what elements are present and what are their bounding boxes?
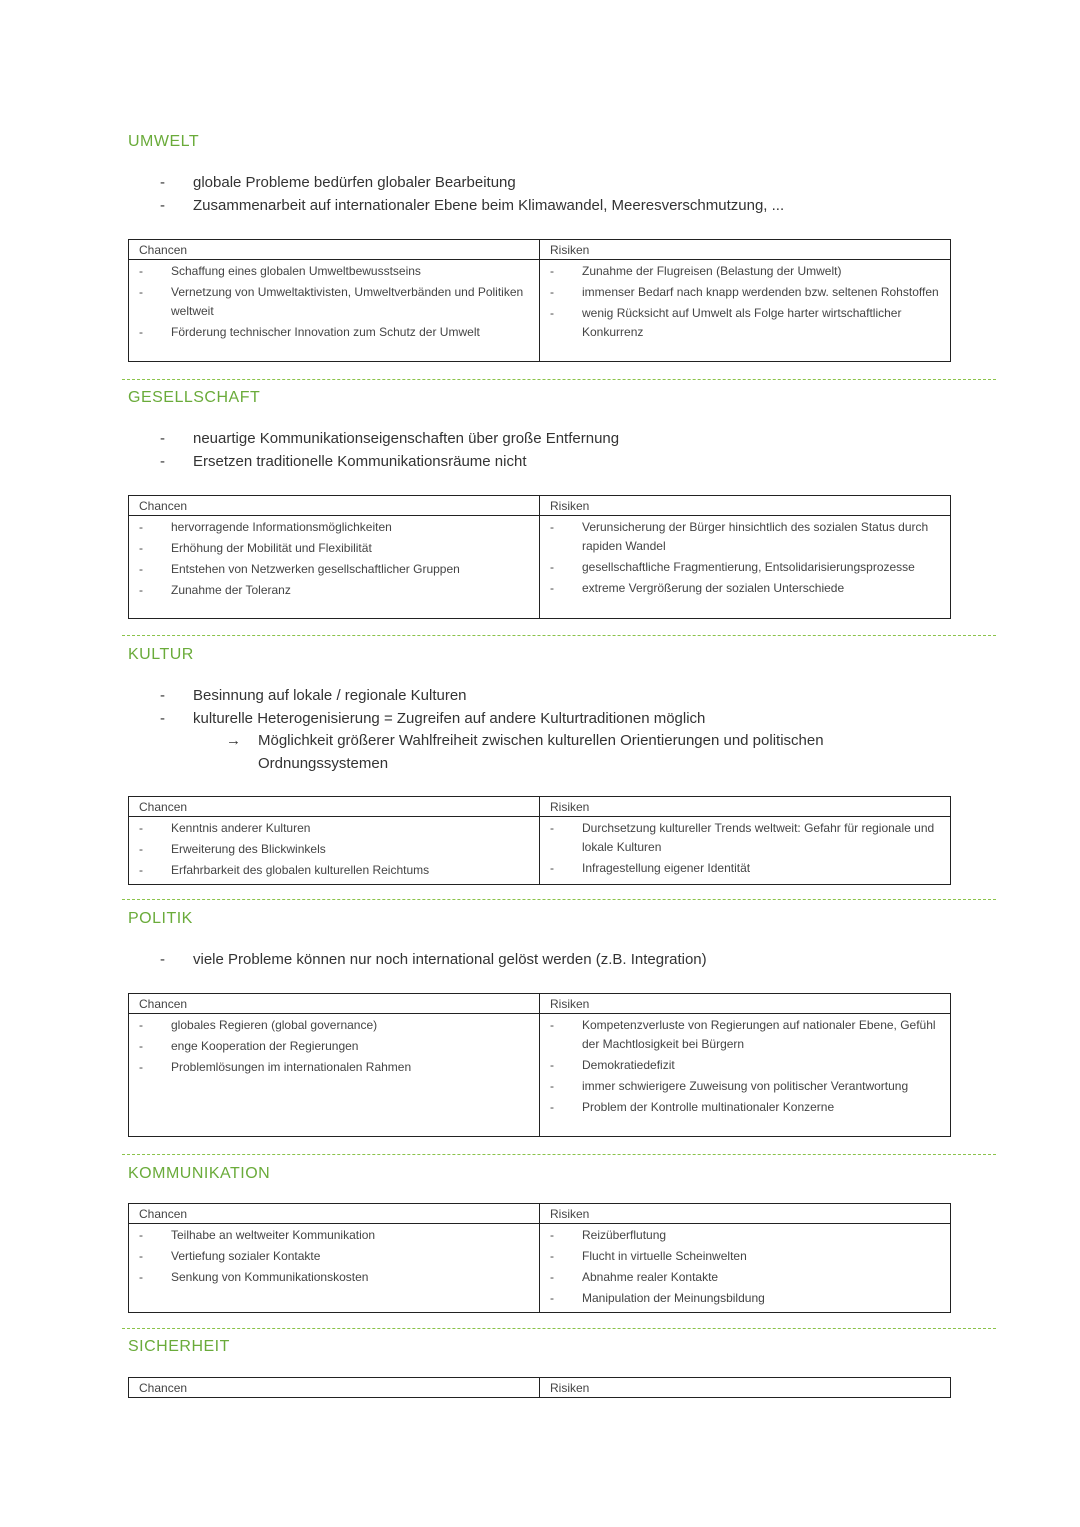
risiko-item: - Manipulation der Meinungsbildung <box>540 1289 950 1308</box>
risiko-item: - Verunsicherung der Bürger hinsichtlich des sozialen Status durch rapiden Wandel <box>540 518 950 556</box>
chance-item: - Schaffung eines globalen Umweltbewusstseins <box>129 262 539 281</box>
bullet-item: - Besinnung auf lokale / regionale Kulturen <box>158 685 918 708</box>
chancen-cell <box>129 817 540 885</box>
section-divider <box>122 1154 996 1155</box>
chance-item: - Senkung von Kommunikationskosten <box>129 1268 539 1287</box>
bullet-list-gesellschaft <box>158 428 619 473</box>
risiken-header: Risiken <box>540 797 951 817</box>
section-title-gesellschaft: GESELLSCHAFT <box>128 389 261 406</box>
bullet-item: - kulturelle Heterogenisierung = Zugreifen auf andere Kulturtraditionen möglich <box>158 708 918 731</box>
chancen-header: Chancen <box>129 1378 540 1398</box>
risiko-item: - Infragestellung eigener Identität <box>540 859 950 878</box>
bullet-item: - neuartige Kommunikationseigenschaften über große Entfernung <box>158 428 619 451</box>
chancen-cell <box>129 260 540 362</box>
section-divider <box>122 635 996 636</box>
arrow-note-text: Möglichkeit größerer Wahlfreiheit zwischen kulturellen Orientierungen und politischen Ordnungssystemen <box>258 732 824 772</box>
chancen-risiken-table-kultur <box>128 796 951 885</box>
section-title-kommunikation: KOMMUNIKATION <box>128 1165 271 1182</box>
chancen-cell <box>129 516 540 619</box>
chance-item: - enge Kooperation der Regierungen <box>129 1037 539 1056</box>
chance-item: - Teilhabe an weltweiter Kommunikation <box>129 1226 539 1245</box>
section-divider <box>122 899 996 900</box>
risiko-item: - extreme Vergrößerung der sozialen Unterschiede <box>540 579 950 598</box>
chancen-cell <box>129 1014 540 1137</box>
bullet-item: - globale Probleme bedürfen globaler Bearbeitung <box>158 172 784 195</box>
risiken-cell <box>540 1224 951 1313</box>
risiko-item: - Flucht in virtuelle Scheinwelten <box>540 1247 950 1266</box>
bullet-list-kultur <box>158 685 918 775</box>
chance-item: - Förderung technischer Innovation zum Schutz der Umwelt <box>129 323 539 342</box>
arrow-note <box>158 730 918 775</box>
arrow-right-icon: → <box>226 732 241 749</box>
risiko-item: - immer schwierigere Zuweisung von politischer Verantwortung <box>540 1077 950 1096</box>
risiko-item: - Demokratiedefizit <box>540 1056 950 1075</box>
chance-item: - globales Regieren (global governance) <box>129 1016 539 1035</box>
risiken-cell <box>540 817 951 885</box>
risiko-item: - Abnahme realer Kontakte <box>540 1268 950 1287</box>
chancen-risiken-table-umwelt <box>128 239 951 362</box>
section-title-kultur: KULTUR <box>128 646 194 663</box>
chance-item: - Entstehen von Netzwerken gesellschaftlicher Gruppen <box>129 560 539 579</box>
risiko-item: - Kompetenzverluste von Regierungen auf nationaler Ebene, Gefühl der Machtlosigkeit bei Bürgern <box>540 1016 950 1054</box>
chancen-header: Chancen <box>129 797 540 817</box>
chancen-risiken-table-sicherheit <box>128 1377 951 1398</box>
chance-item: - Erweiterung des Blickwinkels <box>129 840 539 859</box>
section-title-sicherheit: SICHERHEIT <box>128 1338 230 1355</box>
bullet-item: - Ersetzen traditionelle Kommunikationsräume nicht <box>158 451 619 474</box>
risiko-item: - gesellschaftliche Fragmentierung, Entsolidarisierungsprozesse <box>540 558 950 577</box>
section-divider <box>122 379 996 380</box>
chancen-header: Chancen <box>129 240 540 260</box>
risiken-cell <box>540 516 951 619</box>
chance-item: - Vertiefung sozialer Kontakte <box>129 1247 539 1266</box>
chancen-header: Chancen <box>129 994 540 1014</box>
risiko-item: - Reizüberflutung <box>540 1226 950 1245</box>
bullet-list-politik <box>158 949 707 972</box>
chance-item: - hervorragende Informationsmöglichkeiten <box>129 518 539 537</box>
risiken-cell <box>540 260 951 362</box>
risiken-header: Risiken <box>540 240 951 260</box>
chance-item: - Problemlösungen im internationalen Rahmen <box>129 1058 539 1077</box>
risiken-cell <box>540 1014 951 1137</box>
risiken-header: Risiken <box>540 994 951 1014</box>
chance-item: - Erhöhung der Mobilität und Flexibilität <box>129 539 539 558</box>
risiko-item: - Durchsetzung kultureller Trends weltweit: Gefahr für regionale und lokale Kulturen <box>540 819 950 857</box>
chancen-header: Chancen <box>129 496 540 516</box>
chancen-risiken-table-politik <box>128 993 951 1137</box>
risiko-item: - Problem der Kontrolle multinationaler Konzerne <box>540 1098 950 1117</box>
risiken-header: Risiken <box>540 496 951 516</box>
chance-item: - Vernetzung von Umweltaktivisten, Umweltverbänden und Politiken weltweit <box>129 283 539 321</box>
risiko-item: - Zunahme der Flugreisen (Belastung der Umwelt) <box>540 262 950 281</box>
section-title-politik: POLITIK <box>128 910 193 927</box>
chancen-risiken-table-gesellschaft <box>128 495 951 619</box>
chance-item: - Zunahme der Toleranz <box>129 581 539 600</box>
chancen-header: Chancen <box>129 1204 540 1224</box>
bullet-list-umwelt <box>158 172 784 217</box>
chance-item: - Kenntnis anderer Kulturen <box>129 819 539 838</box>
section-divider <box>122 1328 996 1329</box>
risiken-header: Risiken <box>550 1380 590 1395</box>
bullet-item: - Zusammenarbeit auf internationaler Ebene beim Klimawandel, Meeresverschmutzung, ... <box>158 195 784 218</box>
chancen-risiken-table-kommunikation <box>128 1203 951 1313</box>
chance-item: - Erfahrbarkeit des globalen kulturellen Reichtums <box>129 861 539 880</box>
risiko-item: - wenig Rücksicht auf Umwelt als Folge harter wirtschaftlicher Konkurrenz <box>540 304 950 342</box>
risiken-header: Risiken <box>540 1204 951 1224</box>
section-title-umwelt: UMWELT <box>128 133 200 150</box>
bullet-item: - viele Probleme können nur noch international gelöst werden (z.B. Integration) <box>158 949 707 972</box>
chancen-cell <box>129 1224 540 1313</box>
risiko-item: - immenser Bedarf nach knapp werdenden bzw. seltenen Rohstoffen <box>540 283 950 302</box>
